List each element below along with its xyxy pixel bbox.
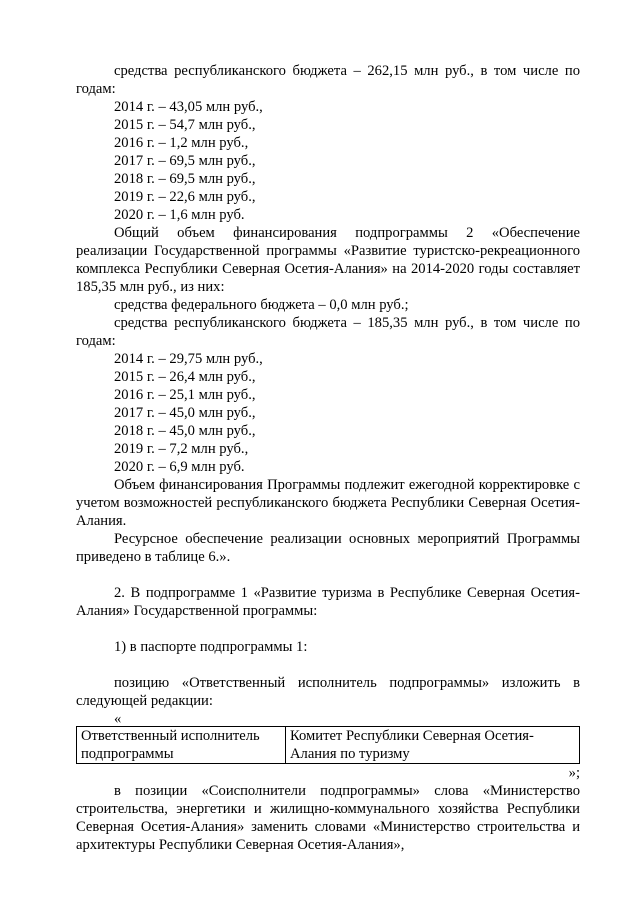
year-line: 2018 г. – 69,5 млн руб.,: [114, 171, 256, 187]
year-line: 2016 г. – 1,2 млн руб.,: [114, 135, 249, 151]
coexecutors-paragraph: в позиции «Соисполнители подпрограммы» слова «Министерство строительства, энергетики и жилищно-коммунального хозяйства Республики Северная Осетия-Алания» заменить словами «Министерство строительства и архитектуры Республики Северная Осетия-Алания»,: [76, 783, 580, 853]
spacer: [76, 566, 580, 584]
year-line: 2019 г. – 7,2 млн руб.,: [114, 441, 249, 457]
year-line: 2020 г. – 6,9 млн руб.: [114, 459, 245, 475]
quote-open-mark: «: [114, 711, 122, 727]
position-paragraph: позицию «Ответственный исполнитель подпрограммы» изложить в следующей редакции:: [76, 675, 580, 709]
year-line: 2014 г. – 29,75 млн руб.,: [114, 351, 263, 367]
year-line: 2017 г. – 69,5 млн руб.,: [114, 153, 256, 169]
passport-table: [76, 726, 580, 764]
year-line: 2018 г. – 45,0 млн руб.,: [114, 423, 256, 439]
spacer: [76, 620, 580, 638]
year-line: 2019 г. – 22,6 млн руб.,: [114, 189, 256, 205]
subprogram2-summary: Общий объем финансирования подпрограммы 2 «Обеспечение реализации Государственной программы «Развитие туристско-рекреационного комплекса Республики Северная Осетия-Алания» на 2014-2020 годы составляет 185,35 млн руб., из них:: [76, 225, 580, 295]
adjustment-paragraph: Объем финансирования Программы подлежит ежегодной корректировке с учетом возможностей республиканского бюджета Республики Северная Осетия-Алания.: [76, 477, 580, 529]
table-row: [77, 727, 580, 764]
item-2-1-paragraph: 1) в паспорте подпрограммы 1:: [114, 639, 308, 655]
federal-budget-line: средства федерального бюджета – 0,0 млн руб.;: [114, 297, 409, 313]
republic-budget-intro: средства республиканского бюджета – 262,15 млн руб., в том числе по годам:: [76, 63, 580, 97]
quote-close-mark: »;: [568, 765, 580, 781]
republic-budget-line: средства республиканского бюджета – 185,35 млн руб., в том числе по годам:: [76, 315, 580, 349]
year-line: 2017 г. – 45,0 млн руб.,: [114, 405, 256, 421]
resource-paragraph: Ресурсное обеспечение реализации основных мероприятий Программы приведено в таблице 6.».: [76, 531, 580, 565]
year-line: 2014 г. – 43,05 млн руб.,: [114, 99, 263, 115]
table-cell-value: Комитет Республики Северная Осетия-Алания по туризму: [286, 727, 580, 764]
year-line: 2015 г. – 26,4 млн руб.,: [114, 369, 256, 385]
table-cell-label: Ответственный исполнитель подпрограммы: [77, 727, 286, 764]
document-page: [76, 62, 580, 854]
year-line: 2020 г. – 1,6 млн руб.: [114, 207, 245, 223]
item-2-paragraph: 2. В подпрограмме 1 «Развитие туризма в Республике Северная Осетия-Алания» Государственной программы:: [76, 585, 580, 619]
spacer: [76, 656, 580, 674]
year-line: 2016 г. – 25,1 млн руб.,: [114, 387, 256, 403]
year-line: 2015 г. – 54,7 млн руб.,: [114, 117, 256, 133]
